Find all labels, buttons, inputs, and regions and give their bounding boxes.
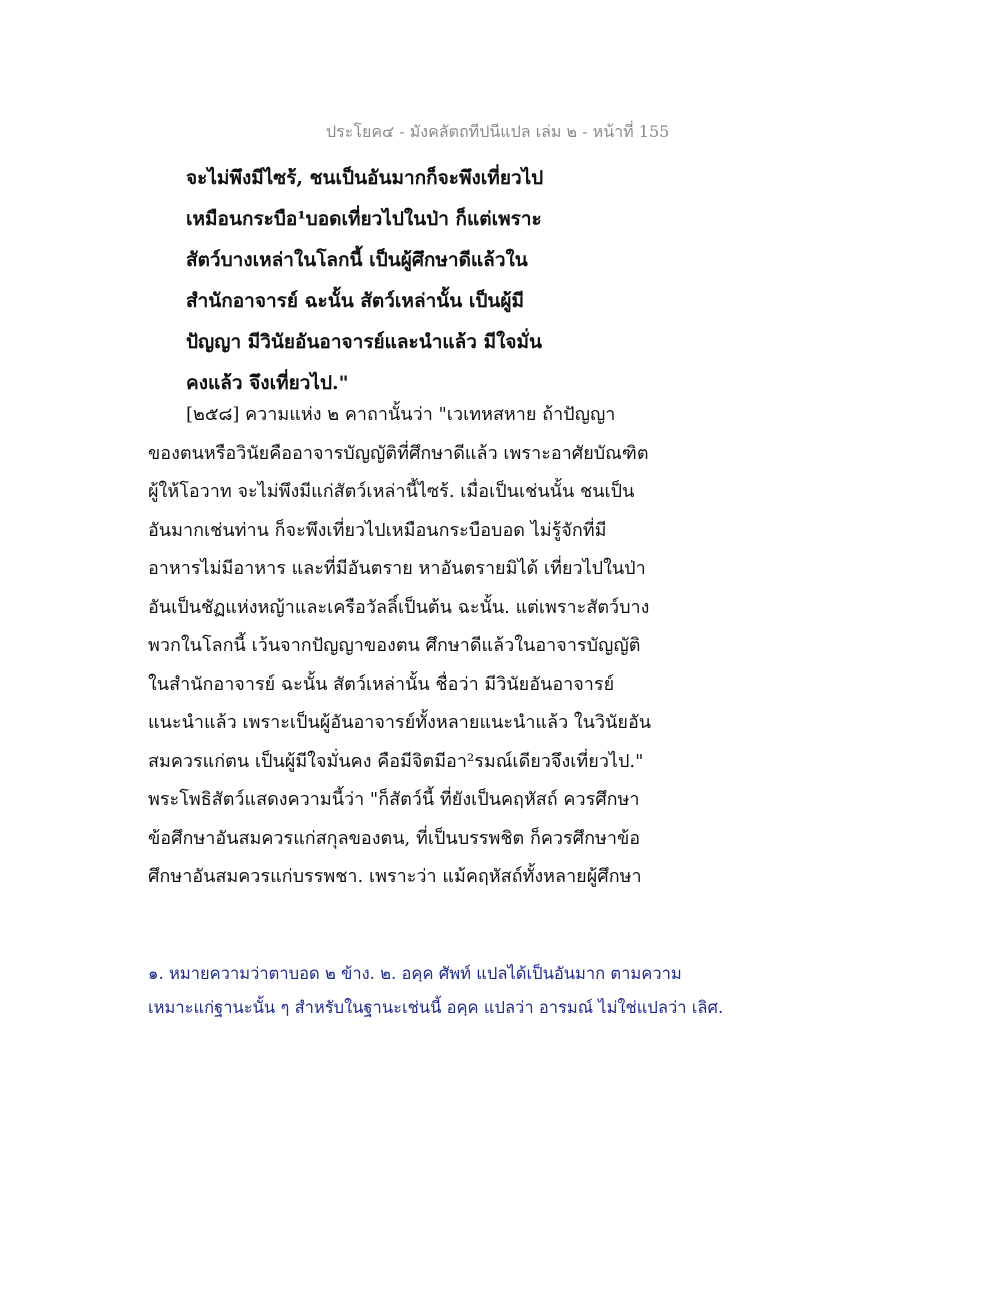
body-line: ของตนหรือวินัยคืออาจารบัญญัติที่ศึกษาดีแล้ว เพราะอาศัยบัณฑิต: [148, 442, 649, 464]
body-line: แนะนำแล้ว เพราะเป็นผู้อันอาจารย์ทั้งหลายแนะนำแล้ว ในวินัยอัน: [148, 712, 652, 733]
body-line: ในสำนักอาจารย์ ฉะนั้น สัตว์เหล่านั้น ชื่อว่า มีวินัยอันอาจารย์: [148, 673, 615, 695]
running-header: ประโยค๔ - มังคลัตถทีปนีแปล เล่ม ๒ - หน้าที่ 155: [326, 122, 670, 141]
body-line: ข้อศึกษาอันสมควรแก่สกุลของตน, ที่เป็นบรรพชิต ก็ควรศึกษาข้อ: [148, 827, 641, 849]
body-line: อันมากเช่นท่าน ก็จะพึงเที่ยวไปเหมือนกระบือบอด ไม่รู้จักที่มี: [148, 519, 607, 541]
body-line: ศึกษาอันสมควรแก่บรรพชา. เพราะว่า แม้คฤหัสถ์ทั้งหลายผู้ศึกษา: [148, 866, 642, 887]
footnote-line: ๑. หมายความว่าตาบอด ๒ ข้าง. ๒. อคฺค ศัพท์ แปลได้เป็นอันมาก ตามความ: [148, 964, 682, 983]
verse-line: สัตว์บางเหล่าในโลกนี้ เป็นผู้ศึกษาดีแล้วใน: [186, 249, 528, 271]
verse-line: คงแล้ว จึงเที่ยวไป.": [186, 372, 349, 394]
body-line: ผู้ให้โอวาท จะไม่พึงมีแก่สัตว์เหล่านี้ไซร้. เมื่อเป็นเช่นนั้น ชนเป็น: [148, 481, 635, 502]
footnote-line: เหมาะแก่ฐานะนั้น ๆ สำหรับในฐานะเช่นนี้ อคฺค แปลว่า อารมณ์ ไม่ใช่แปลว่า เลิศ.: [148, 998, 724, 1017]
verse-line: ปัญญา มีวินัยอันอาจารย์และนำแล้ว มีใจมั่น: [186, 331, 543, 353]
body-line: [๒๕๘] ความแห่ง ๒ คาถานั้นว่า "เวเทหสหาย ถ้าปัญญา: [186, 404, 616, 425]
body-line: อันเป็นชัฏแห่งหญ้าและเครือวัลลิ์เป็นต้น ฉะนั้น. แต่เพราะสัตว์บาง: [148, 596, 650, 618]
body-line: พระโพธิสัตว์แสดงความนี้ว่า "ก็สัตว์นี้ ที่ยังเป็นคฤหัสถ์ ควรศึกษา: [148, 789, 640, 810]
footnotes: [148, 957, 768, 1025]
verse-block: [186, 158, 566, 404]
verse-line: เหมือนกระบือ¹บอดเที่ยวไปในป่า ก็แต่เพราะ: [186, 208, 542, 230]
body-paragraph: [148, 396, 688, 897]
verse-line: จะไม่พึงมีไซร้, ชนเป็นอันมากก็จะพึงเที่ยวไป: [186, 167, 544, 189]
body-line: สมควรแก่ตน เป็นผู้มีใจมั่นคง คือมีจิตมีอา²รมณ์เดียวจึงเที่ยวไป.": [148, 750, 644, 772]
verse-line: สำนักอาจารย์ ฉะนั้น สัตว์เหล่านั้น เป็นผู้มี: [186, 290, 525, 312]
body-line: อาหารไม่มีอาหาร และที่มีอันตราย หาอันตรายมิได้ เที่ยวไปในป่า: [148, 558, 646, 579]
body-line: พวกในโลกนี้ เว้นจากปัญญาของตน ศึกษาดีแล้วในอาจารบัญญัติ: [148, 635, 641, 656]
